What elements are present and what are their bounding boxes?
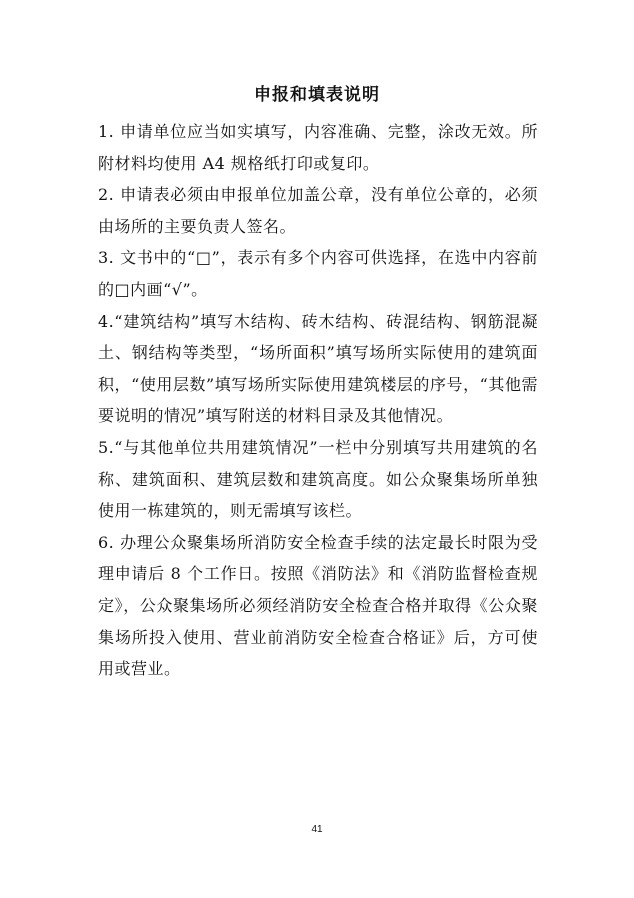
page-title: 申报和填表说明 [254, 85, 380, 105]
instructions-body [98, 116, 538, 685]
instruction-item-2: 2. 申请表必须由申报单位加盖公章，没有单位公章的，必须由场所的主要负责人签名。 [98, 185, 538, 236]
instruction-item-3: 3. 文书中的“□”，表示有多个内容可供选择，在选中内容前的□内画“√”。 [98, 248, 538, 299]
page-number: 41 [311, 824, 323, 835]
instruction-item-1: 1. 申请单位应当如实填写，内容准确、完整，涂改无效。所附材料均使用 A4 规格纸打印或复印。 [98, 122, 538, 173]
instruction-item-4: 4.“建筑结构”填写木结构、砖木结构、砖混结构、钢筋混凝土、钢结构等类型，“场所面积”填写场所实际使用的建筑面积，“使用层数”填写场所实际使用建筑楼层的序号，“其他需要说明的情况”填写附送的材料目录及其他情况。 [98, 311, 538, 426]
instruction-item-5: 5.“与其他单位共用建筑情况”一栏中分别填写共用建筑的名称、建筑面积、建筑层数和建筑高度。如公众聚集场所单独使用一栋建筑的，则无需填写该栏。 [98, 437, 538, 521]
instruction-item-6: 6. 办理公众聚集场所消防安全检查手续的法定最长时限为受理申请后 8 个工作日。按照《消防法》和《消防监督检查规定》，公众聚集场所必须经消防安全检查合格并取得《公众聚集场所投入使用、营业前消防安全检查合格证》后，方可使用或营业。 [98, 532, 538, 679]
